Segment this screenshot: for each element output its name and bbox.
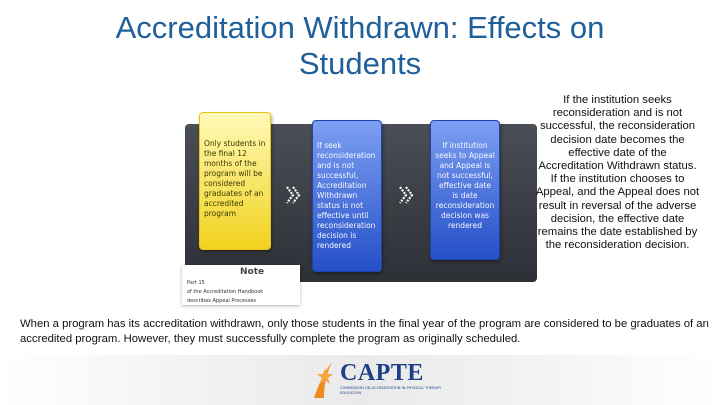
- appeal-card: [430, 120, 500, 260]
- note-title: Note: [240, 267, 265, 277]
- side-explanation-text: If the institution seeks reconsideration and is not successful, the reconsideration decision date becomes the effective date of the Accreditation Withdrawn status. If the institution chooses to Appeal, and the Appeal does not result in reversal of the adverse decision, the effective date remains the date established by the reconsideration decision.: [535, 94, 700, 252]
- note-box: [182, 265, 300, 305]
- note-text: [187, 279, 297, 306]
- appeal-text: If institution seeks to Appeal and Appeal is not successful, effective date is date reconsideration decision was rendered: [435, 141, 495, 230]
- capte-logo: [310, 360, 460, 400]
- slide-title-line-1: Accreditation Withdrawn: Effects on: [115, 10, 605, 45]
- final-12-months-card: [199, 112, 271, 250]
- note-line-1: Part 15: [187, 280, 205, 286]
- reconsideration-card: [312, 120, 382, 272]
- reconsideration-text: If seek reconsideration and is not successful, Accreditation Withdrawn status is not effective until reconsideration decision is rendered: [317, 141, 376, 250]
- logo-name: CAPTE: [340, 360, 424, 386]
- final-12-months-text: Only students in the final 12 months of the program will be considered graduates of an accredited program: [204, 139, 266, 218]
- bottom-summary-text: When a program has its accreditation withdrawn, only those students in the final year of the program are considered to be graduates of an accredited program. However, they must successfully complete the program as originally scheduled.: [20, 318, 709, 345]
- slide-title: [0, 10, 720, 82]
- logo-subtitle: COMMISSION ON ACCREDITATION IN PHYSICAL THERAPY EDUCATION: [340, 386, 442, 395]
- slide-title-line-2: Students: [298, 46, 422, 81]
- double-chevron-right-icon: [285, 184, 301, 211]
- footer-banner: [0, 355, 720, 405]
- note-line-3: describes Appeal Processes: [187, 298, 257, 304]
- process-diagram: [185, 108, 540, 308]
- star-swoosh-icon: [310, 358, 340, 400]
- note-line-2: of the Accreditation Handbook: [187, 289, 264, 295]
- double-chevron-right-icon: [398, 184, 414, 211]
